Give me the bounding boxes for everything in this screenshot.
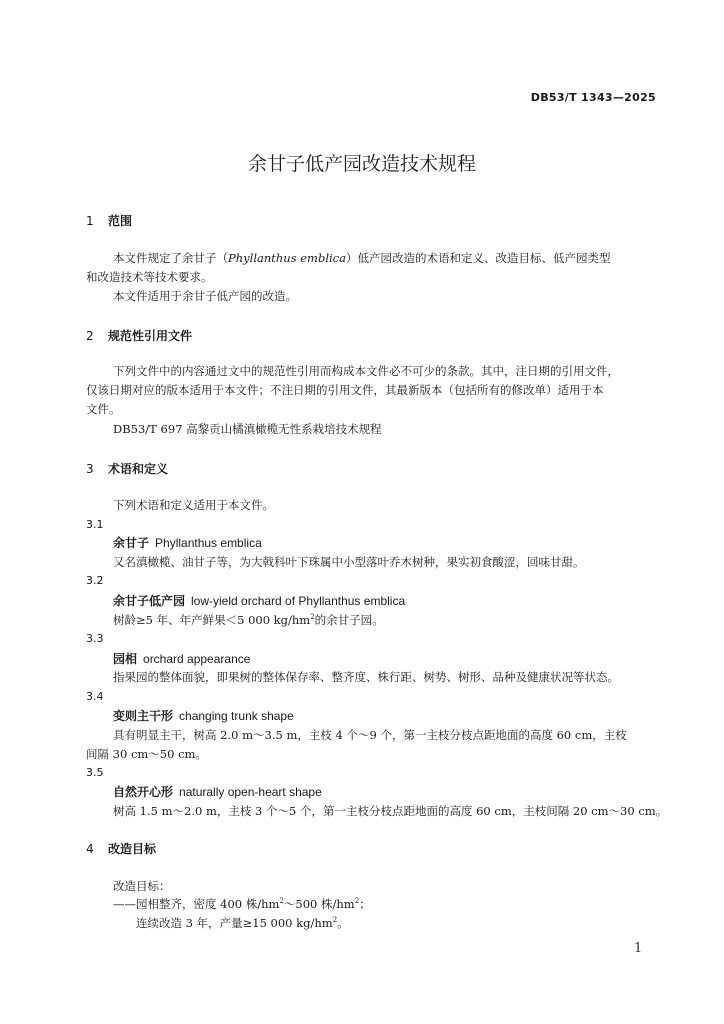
goal-item-1 (113, 895, 371, 914)
term-definition-line-2: 间隔 30 cm～50 cm。 (86, 747, 207, 761)
text: ～500 株/hm (283, 897, 355, 911)
term-definition-line-1: 具有明显主干，树高 2.0 m～3.5 m，主枝 4 个～9 个，第一主枝分枝点距地面的高度 60 cm，主枝 (113, 728, 627, 742)
text: 连续改造 3 年，产量≥15 000 kg/hm (136, 916, 333, 930)
scope-paragraph-1 (113, 249, 610, 268)
term-number: 3.5 (86, 766, 104, 779)
text: 的余甘子园。 (314, 613, 384, 627)
text: ）低产园改造的术语和定义、改造目标、低产园类型 (345, 251, 611, 265)
section-2-heading (86, 327, 192, 344)
normative-text-line-1: 下列文件中的内容通过文中的规范性引用而构成本文件必不可少的条款。其中，注日期的引用文件， (113, 364, 619, 378)
term-zh: 自然开心形 (113, 785, 174, 799)
term-number: 3.2 (86, 574, 104, 587)
text: 本文件规定了余甘子（ (113, 251, 228, 265)
section-number: 1 (86, 214, 94, 228)
term-heading (113, 650, 250, 667)
term-en: low-yield orchard of Phyllanthus emblica (191, 594, 406, 608)
term-number: 3.4 (86, 690, 104, 703)
section-1-heading (86, 212, 132, 229)
normative-text-line-2: 仅该日期对应的版本适用于本文件；不注日期的引用文件，其最新版本（包括所有的修改单）适用于本 (86, 383, 604, 397)
term-number: 3.3 (86, 632, 104, 645)
section-title: 术语和定义 (108, 462, 169, 476)
section-title: 改造目标 (108, 842, 157, 856)
terms-intro: 下列术语和定义适用于本文件。 (113, 498, 274, 512)
term-en: Phyllanthus emblica (155, 536, 262, 550)
term-definition: 指果园的整体面貌，即果树的整体保存率、整齐度、株行距、树势、树形、品种及健康状况等状态。 (113, 670, 619, 684)
superscript: 2 (310, 613, 315, 622)
term-heading (113, 534, 262, 551)
term-en: naturally open-heart shape (179, 785, 322, 799)
term-number: 3.1 (86, 518, 104, 531)
text: 。 (337, 916, 349, 930)
term-zh: 余甘子低产园 (113, 594, 186, 608)
term-definition: 又名滇橄榄、油甘子等，为大戟科叶下珠属中小型落叶乔木树种，果实初食酸涩，回味甘甜。 (113, 555, 585, 569)
normative-text-line-3: 文件。 (86, 402, 121, 416)
superscript: 2 (354, 897, 360, 906)
page-number: 1 (634, 941, 643, 956)
goals-intro: 改造目标： (113, 879, 171, 893)
term-en: changing trunk shape (179, 709, 294, 723)
section-title: 规范性引用文件 (108, 329, 193, 343)
text: ——园相整齐，密度 400 株/hm (113, 897, 280, 911)
superscript: 2 (332, 916, 338, 925)
standard-number: DB53/T 1343—2025 (530, 91, 656, 104)
section-title: 范围 (108, 214, 133, 228)
term-zh: 园相 (113, 652, 138, 666)
section-number: 4 (86, 842, 94, 856)
scope-paragraph-2: 本文件适用于余甘子低产园的改造。 (113, 289, 297, 303)
term-zh: 变则主干形 (113, 709, 174, 723)
term-heading (113, 707, 294, 724)
section-3-heading (86, 460, 168, 477)
goal-item-2 (136, 914, 349, 933)
term-heading (113, 783, 322, 800)
section-number: 3 (86, 462, 94, 476)
term-definition (113, 611, 384, 630)
text: ； (359, 897, 371, 911)
term-zh: 余甘子 (113, 536, 150, 550)
term-definition: 树高 1.5 m～2.0 m，主枝 3 个～5 个，第一主枝分枝点距地面的高度 60 cm，主枝间隔 20 cm～30 cm。 (113, 804, 668, 818)
scope-paragraph-1-line-2: 和改造技术等技术要求。 (86, 270, 213, 284)
section-4-heading (86, 840, 156, 857)
section-number: 2 (86, 329, 94, 343)
latin-name: Phyllanthus emblica (228, 251, 346, 265)
superscript: 2 (279, 897, 284, 906)
text: 树龄≥5 年、年产鲜果＜5 000 kg/hm (113, 613, 311, 627)
term-en: orchard appearance (143, 652, 251, 666)
normative-reference: DB53/T 697 高黎贡山橘滇橄榄无性系栽培技术规程 (113, 422, 382, 436)
term-heading (113, 592, 405, 609)
document-title: 余甘子低产园改造技术规程 (247, 153, 476, 175)
